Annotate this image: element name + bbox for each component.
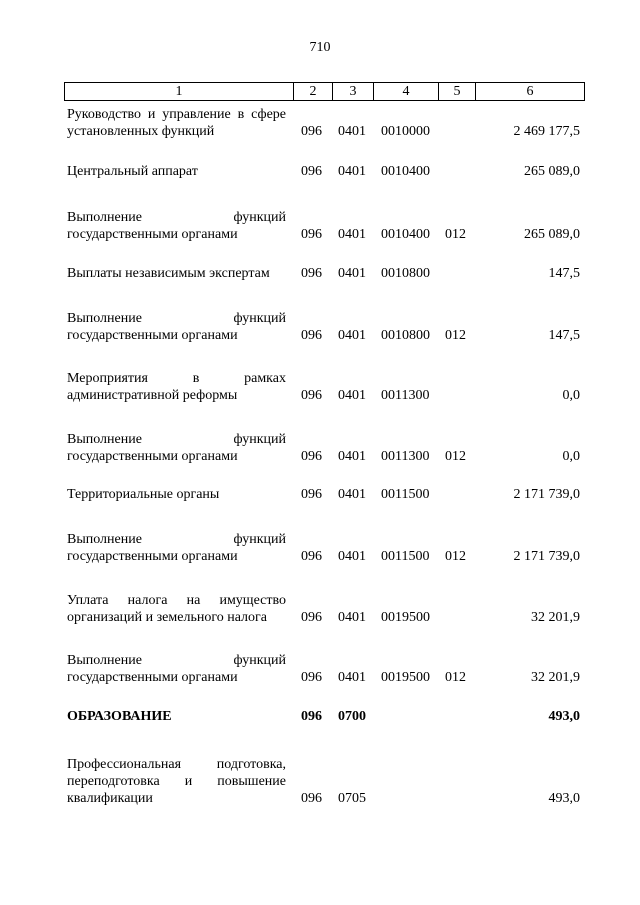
header-col-4: 4 [374, 83, 439, 101]
row-name: Выполнение функций государственными органами [67, 210, 286, 242]
row-code-expense-type: 012 [445, 328, 466, 343]
row-amount: 32 201,9 [531, 610, 580, 625]
row-code-ministry: 096 [301, 610, 322, 625]
row-amount: 493,0 [548, 709, 580, 724]
row-code-section: 0700 [338, 709, 366, 724]
row-amount: 2 171 739,0 [513, 487, 580, 502]
table-row-section-heading [64, 708, 584, 725]
table-row [64, 429, 584, 465]
table-row [64, 207, 584, 243]
row-code-section: 0401 [338, 328, 366, 343]
row-code-target: 0011300 [381, 388, 430, 403]
column-header-row [64, 82, 585, 101]
page-number: 710 [309, 40, 331, 55]
row-name: Выполнение функций государственными органами [67, 653, 286, 685]
table-row [64, 486, 584, 503]
row-code-target: 0011500 [381, 549, 430, 564]
row-code-expense-type: 012 [445, 449, 466, 464]
row-code-section: 0401 [338, 124, 366, 139]
row-code-section: 0401 [338, 670, 366, 685]
row-code-target: 0010400 [381, 164, 430, 179]
row-name: Выполнение функций государственными органами [67, 532, 286, 564]
row-code-ministry: 096 [301, 709, 322, 724]
row-name: Выполнение функций государственными органами [67, 432, 286, 464]
row-code-section: 0401 [338, 164, 366, 179]
table-row [64, 163, 584, 180]
row-code-ministry: 096 [301, 791, 322, 806]
table-row [64, 755, 584, 807]
row-amount: 265 089,0 [524, 164, 580, 179]
row-name: Уплата налога на имущество организаций и земельного налога [67, 593, 286, 625]
table-row [64, 368, 584, 404]
table-row [64, 308, 584, 344]
table-row [64, 265, 584, 282]
row-amount: 147,5 [548, 328, 580, 343]
row-code-ministry: 096 [301, 449, 322, 464]
row-code-expense-type: 012 [445, 670, 466, 685]
row-code-ministry: 096 [301, 164, 322, 179]
row-amount: 147,5 [548, 266, 580, 281]
row-code-section: 0401 [338, 549, 366, 564]
row-name: Мероприятия в рамках административной реформы [67, 371, 286, 403]
row-code-section: 0401 [338, 227, 366, 242]
row-code-ministry: 096 [301, 328, 322, 343]
row-code-target: 0019500 [381, 610, 430, 625]
row-code-target: 0010800 [381, 328, 430, 343]
row-name: Центральный аппарат [67, 164, 198, 179]
row-code-ministry: 096 [301, 124, 322, 139]
header-col-6: 6 [476, 83, 585, 101]
row-code-section: 0401 [338, 388, 366, 403]
row-code-ministry: 096 [301, 487, 322, 502]
row-code-target: 0011500 [381, 487, 430, 502]
row-code-section: 0401 [338, 266, 366, 281]
row-code-section: 0705 [338, 791, 366, 806]
row-code-target: 0010000 [381, 124, 430, 139]
row-amount: 0,0 [562, 388, 580, 403]
header-col-1: 1 [65, 83, 294, 101]
table-row [64, 100, 584, 140]
header-col-3: 3 [333, 83, 374, 101]
row-name: Выплаты независимым экспертам [67, 266, 270, 281]
row-code-section: 0401 [338, 610, 366, 625]
row-code-ministry: 096 [301, 227, 322, 242]
row-code-section: 0401 [338, 449, 366, 464]
row-name: Выполнение функций государственными органами [67, 311, 286, 343]
row-name: Территориальные органы [67, 487, 220, 502]
row-code-ministry: 096 [301, 266, 322, 281]
row-amount: 2 469 177,5 [513, 124, 580, 139]
row-code-target: 0010400 [381, 227, 430, 242]
row-code-ministry: 096 [301, 670, 322, 685]
row-name: ОБРАЗОВАНИЕ [67, 709, 172, 724]
row-amount: 2 171 739,0 [513, 549, 580, 564]
row-code-ministry: 096 [301, 388, 322, 403]
row-amount: 0,0 [562, 449, 580, 464]
table-row [64, 650, 584, 686]
table-row [64, 529, 584, 565]
table-row [64, 590, 584, 626]
row-code-target: 0011300 [381, 449, 430, 464]
row-code-target: 0019500 [381, 670, 430, 685]
row-code-target: 0010800 [381, 266, 430, 281]
row-name: Руководство и управление в сфере установленных функций [67, 107, 286, 139]
row-amount: 493,0 [548, 791, 580, 806]
header-col-2: 2 [294, 83, 333, 101]
row-code-section: 0401 [338, 487, 366, 502]
row-code-ministry: 096 [301, 549, 322, 564]
row-code-expense-type: 012 [445, 227, 466, 242]
row-amount: 265 089,0 [524, 227, 580, 242]
row-name: Профессиональная подготовка, переподготовка и повышение квалификации [67, 757, 286, 806]
row-code-expense-type: 012 [445, 549, 466, 564]
row-amount: 32 201,9 [531, 670, 580, 685]
header-col-5: 5 [439, 83, 476, 101]
